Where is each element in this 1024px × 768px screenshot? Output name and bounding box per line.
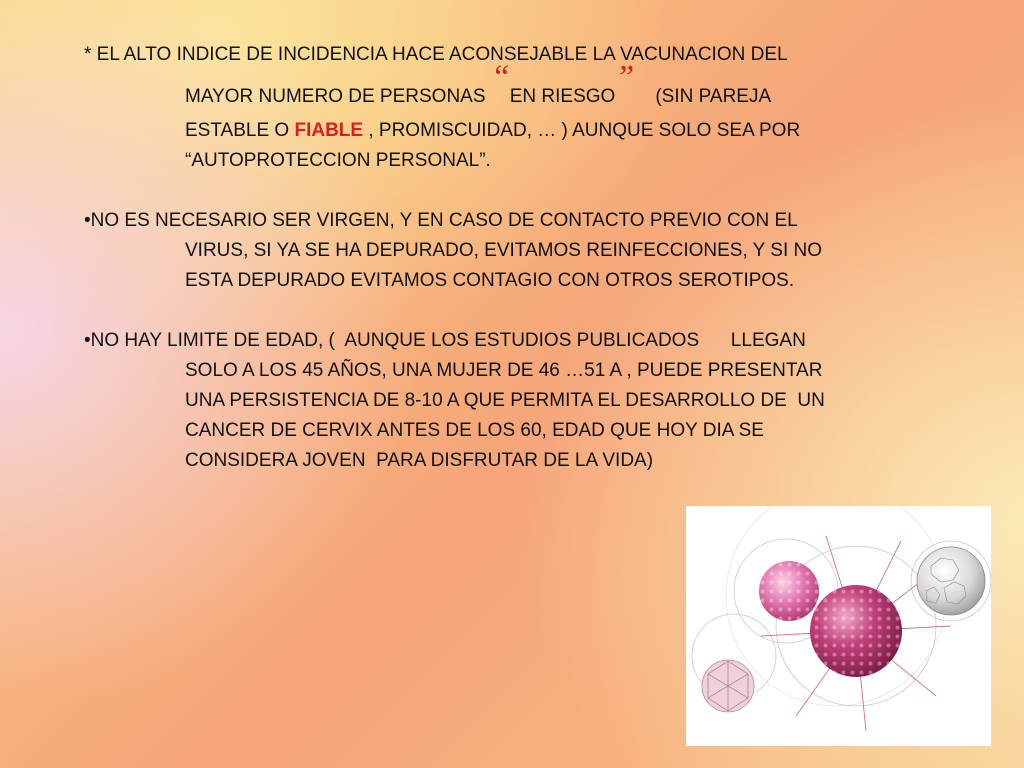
- para3-line5: CONSIDERA JOVEN PARA DISFRUTAR DE LA VIDA): [185, 450, 654, 471]
- para3-line1: •NO HAY LIMITE DE EDAD, ( AUNQUE LOS ESTUDIOS PUBLICADOS LLEGAN: [84, 330, 806, 351]
- close-quote: ”: [615, 59, 635, 96]
- para1-line4: “AUTOPROTECCION PERSONAL”.: [185, 150, 491, 171]
- small-pink-virus: [759, 561, 819, 621]
- spacer: [84, 176, 924, 206]
- para2-line1: •NO ES NECESARIO SER VIRGEN, Y EN CASO DE CONTACTO PREVIO CON EL: [84, 210, 798, 231]
- para3-line3: UNA PERSISTENCIA DE 8-10 A QUE PERMITA EL DESARROLLO DE UN: [185, 390, 825, 411]
- para1-line2-post: (SIN PAREJA: [655, 86, 772, 107]
- para3-line4: CANCER DE CERVIX ANTES DE LOS 60, EDAD QUE HOY DIA SE: [185, 420, 764, 441]
- grey-virus: [917, 547, 985, 615]
- open-quote: “: [490, 59, 510, 96]
- main-virus: [810, 585, 902, 677]
- para3-line2: SOLO A LOS 45 AÑOS, UNA MUJER DE 46 …51 A , PUEDE PRESENTAR: [185, 360, 823, 381]
- para2-line2: VIRUS, SI YA SE HA DEPURADO, EVITAMOS REINFECCIONES, Y SI NO: [185, 240, 823, 261]
- virus-illustration-svg: [686, 506, 991, 746]
- virus-illustration: [686, 506, 991, 746]
- slide-body: [84, 40, 924, 476]
- para1-line3: [84, 116, 924, 146]
- geodesic-virus: [702, 660, 754, 712]
- risk-text: EN RIESGO: [509, 86, 616, 107]
- para1-line2: [84, 59, 924, 112]
- para1-line2-pre: MAYOR NUMERO DE PERSONAS: [185, 86, 486, 107]
- para1-line3-post: , PROMISCUIDAD, … ) AUNQUE SOLO SEA POR: [368, 120, 801, 141]
- spacer: [84, 296, 924, 326]
- fiable-highlight: FIABLE: [294, 120, 364, 141]
- para1-line1: * EL ALTO INDICE DE INCIDENCIA HACE ACONSEJABLE LA VACUNACION DEL: [84, 44, 788, 65]
- para2-line3: ESTA DEPURADO EVITAMOS CONTAGIO CON OTROS SEROTIPOS.: [185, 270, 795, 291]
- para1-line3-pre: ESTABLE O: [185, 120, 290, 141]
